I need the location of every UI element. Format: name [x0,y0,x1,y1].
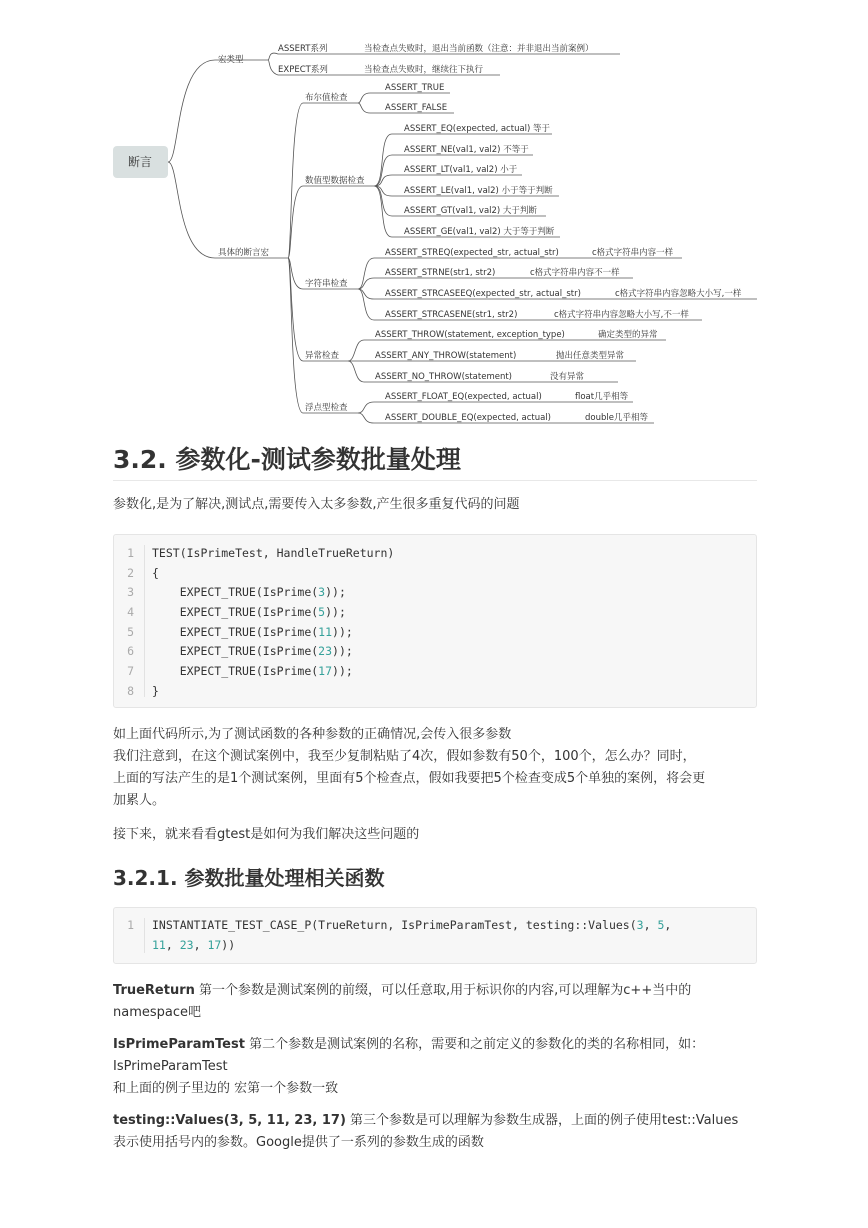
code-line [114,602,346,622]
assert-gt-node: ASSERT_GT(val1, val2) 大于判断 [404,206,537,216]
line-number: 6 [127,644,134,658]
section-divider [113,480,757,481]
line-number: 1 [127,546,134,560]
numeric-check-node: 数值型数据检查 [305,176,365,186]
text-span: 第二个参数是测试案例的名称，需要和之前定义的参数化的类的名称相同，如： [244,1037,705,1052]
line-number: 2 [127,566,134,580]
expect-series-node: EXPECT系列 [278,65,328,75]
line-number: 3 [127,585,134,599]
text-span: )); [332,625,353,639]
text-span: 加累人。 [113,793,166,808]
code-number: 3 [636,918,644,932]
text-span: } [152,684,159,698]
assert-true-node: ASSERT_TRUE [385,83,445,93]
code-line [114,681,159,701]
assert-eq-node: ASSERT_EQ(expected, actual) 等于 [404,124,551,134]
code-number: 17 [318,664,333,678]
assert-any-throw-desc: 抛出任意类型异常 [556,351,625,361]
code-number: 23 [318,644,333,658]
assert-series-desc: 当检查点失败时，退出当前函数（注意：并非退出当前案例） [364,44,594,54]
code-number: 11 [318,625,333,639]
assert-series-node: ASSERT系列 [278,44,328,54]
assert-no-throw-desc: 没有异常 [550,372,585,382]
text-span: )); [332,664,353,678]
assert-ge-node: ASSERT_GE(val1, val2) 大于等于判断 [404,227,555,237]
text-span: EXPECT_TRUE(IsPrime( [152,625,319,639]
subsection-title: 3.2.1. 参数批量处理相关函数 [113,866,385,890]
assert-throw-node: ASSERT_THROW(statement, exception_type) [375,330,565,340]
text-span: TEST(IsPrimeTest, HandleTrueReturn) [152,546,395,560]
assert-double-eq-desc: double几乎相等 [585,413,648,423]
assert-double-eq-node: ASSERT_DOUBLE_EQ(expected, actual) [385,413,551,423]
text-span: INSTANTIATE_TEST_CASE_P(TrueReturn, IsPrimeParamTest, testing::Values( [152,918,637,932]
assert-streq-node: ASSERT_STREQ(expected_str, actual_str) [385,248,559,258]
explanation-paragraph [113,724,757,812]
text-span: IsPrimeParamTest [113,1059,228,1074]
assert-strcasene-desc: c格式字符串内容忽略大小写,不一样 [554,310,689,320]
expect-series-desc: 当检查点失败时，继续往下执行 [364,65,484,75]
code-number: 5 [657,918,665,932]
line-number: 8 [127,684,134,698]
arg1-paragraph [113,980,757,1024]
code-line [114,641,353,661]
code-block-2 [113,907,757,964]
text-span: EXPECT_TRUE(IsPrime( [152,585,319,599]
text-span: EXPECT_TRUE(IsPrime( [152,605,319,619]
assert-strcaseeq-desc: c格式字符串内容忽略大小写,一样 [615,289,742,299]
assert-lt-node: ASSERT_LT(val1, val2) 小于 [404,165,518,175]
text-span: 第一个参数是测试案例的前缀，可以任意取,用于标识你的内容,可以理解为c++当中的 [194,983,692,998]
float-check-node: 浮点型检查 [305,403,348,413]
line-number: 5 [127,625,134,639]
text-span: 上面的写法产生的是1个测试案例，里面有5个检查点，假如我要把5个检查变成5个单独的案例，将会更 [113,771,706,786]
specific-macro-node: 具体的断言宏 [218,248,270,258]
arg3-paragraph [113,1110,757,1154]
line-number: 1 [127,918,134,932]
assert-no-throw-node: ASSERT_NO_THROW(statement) [375,372,512,382]
assert-strne-desc: c格式字符串内容不一样 [530,268,620,278]
arg1-name: TrueReturn [113,983,195,998]
assert-strne-node: ASSERT_STRNE(str1, str2) [385,268,496,278]
arg2-name: IsPrimeParamTest [113,1037,245,1052]
code-number: 23 [179,938,194,952]
assert-streq-desc: c格式字符串内容一样 [592,248,674,258]
assert-strcaseeq-node: ASSERT_STRCASEEQ(expected_str, actual_str) [385,289,581,299]
code-number: 3 [318,585,326,599]
text-span: 表示使用括号内的参数。Google提供了一系列的参数生成的函数 [113,1135,484,1150]
text-span: namespace吧 [113,1005,202,1020]
code-line [114,622,353,642]
root-label: 断言 [128,155,153,169]
text-span: )); [325,605,346,619]
section-title: 3.2. 参数化-测试参数批量处理 [113,445,461,474]
assert-le-node: ASSERT_LE(val1, val2) 小于等于判断 [404,186,553,196]
code-number: 5 [318,605,326,619]
text-span: 如上面代码所示,为了测试函数的各种参数的正确情况,会传入很多参数 [113,727,512,742]
intro-paragraph: 参数化,是为了解决,测试点,需要传入太多参数,产生很多重复代码的问题 [113,497,520,512]
code-line [114,543,394,563]
text-span: , [643,918,658,932]
bool-check-node: 布尔值检查 [305,93,348,103]
line-number: 7 [127,664,134,678]
code-line [114,915,671,935]
exception-check-node: 异常检查 [305,351,340,361]
line-number: 4 [127,605,134,619]
arg2-paragraph [113,1034,757,1100]
assert-ne-node: ASSERT_NE(val1, val2) 不等于 [404,145,529,155]
text-span: , [165,938,180,952]
code-line [114,582,346,602]
macro-type-node: 宏类型 [218,55,244,65]
text-span: EXPECT_TRUE(IsPrime( [152,644,319,658]
assert-throw-desc: 确定类型的异常 [598,330,658,340]
code-line [114,563,159,583]
assert-float-eq-node: ASSERT_FLOAT_EQ(expected, actual) [385,392,542,402]
text-span: 我们注意到，在这个测试案例中，我至少复制粘贴了4次，假如参数有50个，100个，怎么办？同时， [113,749,696,764]
text-span: )); [325,585,346,599]
arg3-name: testing::Values(3, 5, 11, 23, 17) [113,1113,346,1128]
text-span: )) [221,938,236,952]
text-span: , [193,938,208,952]
code-number: 11 [152,938,166,952]
text-span: 和上面的例子里边的 宏第一个参数一致 [113,1081,339,1096]
text-span: EXPECT_TRUE(IsPrime( [152,664,319,678]
code-block-1 [113,534,757,708]
assert-false-node: ASSERT_FALSE [385,103,448,113]
code-line [114,935,235,955]
string-check-node: 字符串检查 [305,279,348,289]
assert-float-eq-desc: float几乎相等 [575,392,629,402]
assert-strcasene-node: ASSERT_STRCASENE(str1, str2) [385,310,518,320]
text-span: , [664,918,672,932]
assert-any-throw-node: ASSERT_ANY_THROW(statement) [375,351,517,361]
text-span: )); [332,644,353,658]
next-paragraph: 接下来，就来看看gtest是如何为我们解决这些问题的 [113,827,420,842]
assertion-mindmap [0,0,868,430]
text-span: { [152,566,159,580]
text-span: 第三个参数是可以理解为参数生成器，上面的例子使用test::Values [345,1113,739,1128]
code-line [114,661,353,681]
code-number: 17 [207,938,222,952]
